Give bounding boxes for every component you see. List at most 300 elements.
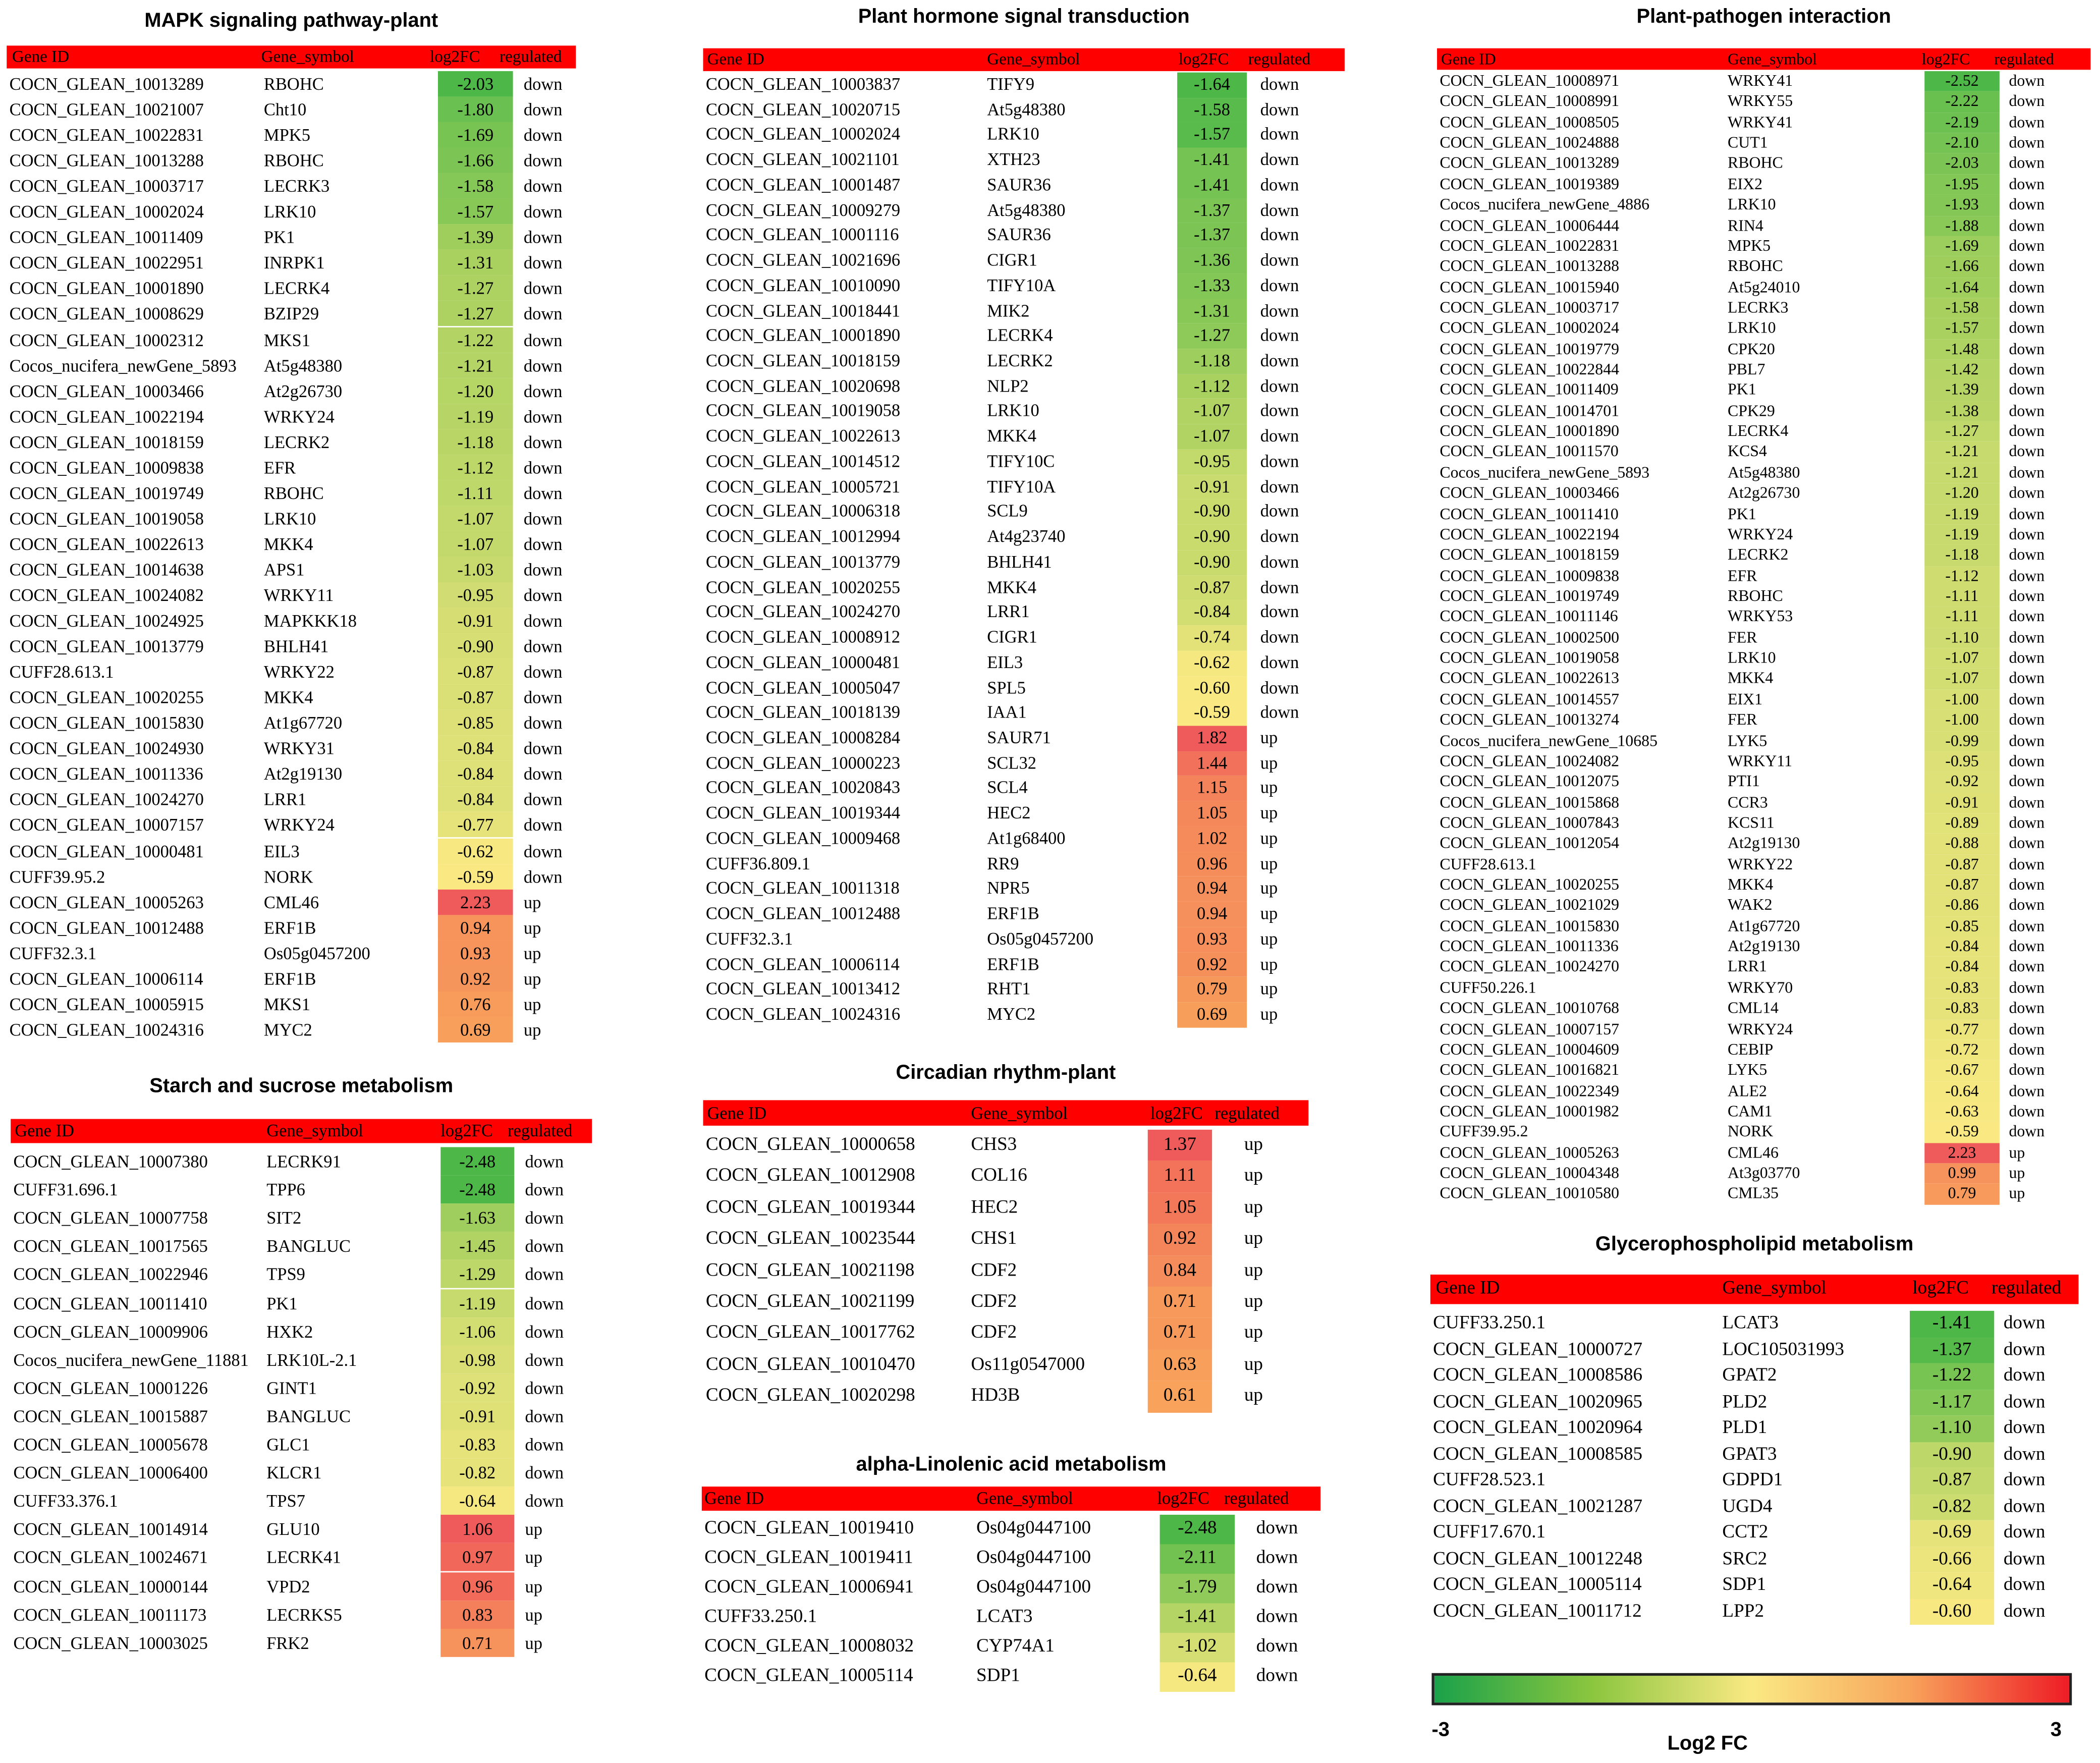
gene-id-cell: COCN_GLEAN_10002024 [1440,318,1620,338]
gene-symbol-cell: RBOHC [1728,586,1783,605]
log2fc-cell: -2.10 [1924,133,2000,153]
gene-id-cell: CUFF31.696.1 [13,1179,118,1200]
gene-id-cell: COCN_GLEAN_10000223 [705,752,901,773]
regulated-cell: down [2009,957,2045,976]
gene-id-cell: COCN_GLEAN_10009838 [9,457,204,477]
gene-symbol-cell: LECRK2 [263,431,330,452]
gene-id-cell: COCN_GLEAN_10007157 [1440,1019,1620,1038]
regulated-cell: down [2009,977,2045,997]
regulated-cell: down [2009,936,2045,956]
regulated-cell: down [2003,1392,2046,1412]
gene-symbol-cell: SCL9 [987,501,1028,521]
log2fc-cell: -1.41 [1160,1604,1235,1633]
log2fc-cell: 0.96 [1177,851,1247,876]
gene-id-cell: COCN_GLEAN_10018159 [9,431,204,452]
gene-symbol-cell: HD3B [971,1386,1020,1407]
gene-id-cell: COCN_GLEAN_10012994 [705,526,901,546]
gene-symbol-cell: ERF1B [263,917,316,938]
regulated-cell: down [1260,99,1299,119]
regulated-cell: down [525,1378,564,1398]
regulated-cell: down [2003,1365,2046,1386]
log2fc-cell: -1.58 [1177,97,1247,123]
log2fc-cell: -0.82 [440,1459,514,1487]
gene-id-cell: COCN_GLEAN_10021101 [705,149,900,170]
log2fc-cell: -0.91 [1924,792,2000,813]
gene-symbol-cell: LECRK3 [263,176,330,196]
column-header-gene-id: Gene ID [15,1120,75,1141]
regulated-cell: up [1244,1355,1263,1375]
regulated-cell: up [1244,1166,1263,1187]
gene-symbol-cell: WRKY31 [263,738,335,759]
gene-symbol-cell: ERF1B [987,903,1039,923]
column-header-gene-id: Gene ID [707,49,764,69]
log2fc-cell: -1.80 [438,97,513,123]
regulated-cell: down [1260,325,1299,346]
log2fc-cell: -0.63 [1924,1101,2000,1122]
log2fc-cell: 2.23 [1924,1143,2000,1164]
log2fc-cell: -0.95 [1924,751,2000,772]
gene-symbol-cell: MYC2 [263,1019,312,1040]
log2fc-cell: -1.45 [440,1232,514,1260]
gene-id-cell: COCN_GLEAN_10015887 [13,1406,208,1426]
gene-symbol-cell: RBOHC [263,482,324,503]
log2fc-cell: -1.20 [438,378,513,404]
gene-symbol-cell: RBOHC [1728,256,1783,276]
log2fc-cell: -1.17 [1910,1389,1994,1415]
regulated-cell: down [2003,1444,2046,1465]
regulated-cell: up [525,1575,542,1596]
regulated-cell: down [1260,551,1299,572]
gene-id-cell: COCN_GLEAN_10022194 [1440,524,1620,543]
gene-id-cell: COCN_GLEAN_10013289 [9,74,204,94]
regulated-cell: up [523,943,541,963]
gene-id-cell: COCN_GLEAN_10011712 [1433,1601,1642,1622]
gene-id-cell: COCN_GLEAN_10011570 [1440,442,1619,461]
log2fc-cell: -0.59 [1924,1122,2000,1143]
gene-symbol-cell: SCL32 [987,752,1037,773]
regulated-cell: down [2009,71,2045,90]
log2fc-cell: -1.12 [438,455,513,480]
gene-id-cell: COCN_GLEAN_10003837 [705,74,901,94]
gene-id-cell: COCN_GLEAN_10002312 [9,329,204,350]
gene-symbol-cell: RHT1 [987,978,1031,999]
column-header-regulated: regulated [1214,1103,1280,1123]
regulated-cell: down [523,252,563,273]
gene-symbol-cell: LECRK3 [1728,298,1789,317]
regulated-cell: down [1260,199,1299,220]
gene-id-cell: COCN_GLEAN_10000727 [1433,1340,1643,1360]
gene-symbol-cell: MKS1 [263,994,310,1014]
gene-symbol-cell: GINT1 [266,1378,317,1398]
gene-symbol-cell: LECRK4 [263,278,330,299]
regulated-cell: up [1260,903,1278,923]
gene-symbol-cell: PLD1 [1722,1418,1767,1439]
gene-symbol-cell: RBOHC [263,74,324,94]
regulated-cell: down [1256,1636,1298,1657]
gene-symbol-cell: PK1 [263,227,295,248]
gene-symbol-cell: GDPD1 [1722,1470,1783,1491]
gene-id-cell: COCN_GLEAN_10007157 [9,815,204,836]
log2fc-cell: -1.22 [1910,1363,1994,1390]
gene-symbol-cell: TPP6 [266,1179,305,1200]
regulated-cell: up [1260,828,1278,848]
gene-id-cell: CUFF39.95.2 [9,866,105,887]
log2fc-cell: 0.71 [1148,1318,1212,1349]
regulated-cell: down [2009,834,2045,853]
gene-symbol-cell: PK1 [1728,380,1756,399]
log2fc-cell: -1.06 [440,1317,514,1345]
gene-id-cell: COCN_GLEAN_10001116 [705,225,899,245]
regulated-cell: down [2003,1340,2046,1360]
gene-symbol-cell: KCS11 [1728,813,1775,832]
gene-symbol-cell: CML46 [263,892,319,912]
regulated-cell: down [525,1462,564,1483]
gene-symbol-cell: WRKY24 [1728,524,1793,543]
regulated-cell: down [2009,1039,2045,1059]
regulated-cell: down [1260,601,1299,622]
regulated-cell: down [523,380,563,401]
regulated-cell: down [1260,74,1299,94]
gene-symbol-cell: LRK10 [987,400,1039,421]
regulated-cell: down [525,1434,564,1455]
gene-symbol-cell: KLCR1 [266,1462,322,1483]
regulated-cell: down [523,431,563,452]
log2fc-cell: -1.27 [438,301,513,327]
gene-id-cell: CUFF50.226.1 [1440,977,1536,997]
panel-title: Glycerophospholipid metabolism [1595,1233,1914,1256]
gene-id-cell: COCN_GLEAN_10021199 [705,1292,915,1312]
gene-symbol-cell: UGD4 [1722,1497,1773,1517]
gene-symbol-cell: MKK4 [263,687,313,707]
log2fc-cell: -0.87 [438,659,513,685]
log2fc-cell: -0.98 [440,1345,514,1373]
gene-id-cell: CUFF39.95.2 [1440,1122,1528,1141]
log2fc-cell: -0.89 [1924,813,2000,834]
log2fc-cell: 0.94 [438,914,513,940]
log2fc-cell: 0.61 [1148,1381,1212,1412]
gene-symbol-cell: SAUR71 [987,727,1051,747]
gene-id-cell: COCN_GLEAN_10017565 [13,1236,208,1256]
log2fc-cell: 2.23 [438,889,513,915]
gene-id-cell: COCN_GLEAN_10010090 [705,274,901,295]
color-scale-max-label: 3 [2050,1719,2062,1742]
log2fc-cell: -1.21 [1924,463,2000,483]
regulated-cell: down [523,712,563,733]
regulated-cell: up [523,994,541,1014]
regulated-cell: down [1260,451,1299,471]
gene-symbol-cell: SDP1 [976,1666,1020,1687]
gene-symbol-cell: LYK5 [1728,730,1767,750]
regulated-cell: down [1260,400,1299,421]
gene-symbol-cell: EIL3 [263,840,300,861]
gene-symbol-cell: Os05g0457200 [263,943,370,963]
gene-symbol-cell: EIX1 [1728,689,1763,708]
gene-id-cell: COCN_GLEAN_10009906 [13,1321,208,1341]
log2fc-cell: -1.37 [1177,223,1247,248]
regulated-cell: down [523,457,563,477]
regulated-cell: down [523,176,563,196]
regulated-cell: down [2009,153,2045,173]
log2fc-cell: -1.27 [438,276,513,301]
gene-id-cell: COCN_GLEAN_10005915 [9,994,204,1014]
log2fc-cell: -1.20 [1924,483,2000,504]
regulated-cell: down [525,1207,564,1228]
gene-symbol-cell: HEC2 [971,1197,1018,1218]
gene-id-cell: COCN_GLEAN_10024270 [9,789,204,810]
gene-symbol-cell: FER [1728,710,1757,729]
gene-id-cell: COCN_GLEAN_10013289 [1440,153,1620,173]
log2fc-cell: 1.05 [1148,1192,1212,1224]
regulated-cell: up [525,1547,542,1568]
table-header [703,48,1345,71]
gene-symbol-cell: TIFY10A [987,274,1056,295]
gene-id-cell: COCN_GLEAN_10019344 [705,1197,915,1218]
regulated-cell: down [1260,350,1299,370]
gene-symbol-cell: CCT2 [1722,1522,1769,1543]
gene-id-cell: COCN_GLEAN_10022194 [9,406,204,426]
gene-symbol-cell: KCS4 [1728,442,1767,461]
log2fc-cell: 0.96 [440,1572,514,1600]
column-header-gene-id: Gene ID [1441,49,1496,69]
gene-id-cell: COCN_GLEAN_10008032 [704,1636,914,1657]
gene-symbol-cell: MKK4 [1728,874,1774,894]
regulated-cell: down [2009,1101,2045,1121]
regulated-cell: up [2009,1163,2025,1182]
gene-symbol-cell: At5g24010 [1728,277,1800,296]
gene-symbol-cell: CUT1 [1728,133,1768,152]
table-header [703,1100,1309,1126]
regulated-cell: down [2009,586,2045,605]
regulated-cell: down [2009,710,2045,729]
gene-id-cell: COCN_GLEAN_10024316 [9,1019,204,1040]
gene-id-cell: COCN_GLEAN_10022613 [1440,669,1620,688]
regulated-cell: down [523,687,563,707]
gene-symbol-cell: CAM1 [1728,1101,1773,1121]
log2fc-cell: -0.90 [1177,525,1247,550]
log2fc-cell: -0.84 [438,787,513,812]
regulated-cell: up [1244,1386,1263,1407]
log2fc-cell: -0.59 [1177,701,1247,726]
gene-id-cell: COCN_GLEAN_10022613 [9,533,204,554]
regulated-cell: up [1244,1292,1263,1312]
gene-id-cell: COCN_GLEAN_10021198 [705,1260,915,1281]
log2fc-cell: -1.79 [1160,1574,1235,1603]
gene-id-cell: COCN_GLEAN_10008991 [1440,91,1620,111]
log2fc-cell: -0.87 [1910,1468,1994,1494]
log2fc-cell: 0.93 [1177,927,1247,952]
regulated-cell: down [2009,133,2045,152]
gene-symbol-cell: SAUR36 [987,174,1051,195]
gene-symbol-cell: COL16 [971,1166,1027,1187]
regulated-cell: down [2003,1601,2046,1622]
gene-symbol-cell: PK1 [266,1292,298,1313]
log2fc-cell: -1.64 [1177,73,1247,98]
regulated-cell: down [2003,1470,2046,1491]
gene-id-cell: COCN_GLEAN_10012054 [1440,834,1620,853]
log2fc-cell: -0.92 [440,1373,514,1402]
gene-symbol-cell: LRK10L-2.1 [266,1349,357,1370]
regulated-cell: down [523,150,563,171]
gene-symbol-cell: VPD2 [266,1575,310,1596]
gene-id-cell: COCN_GLEAN_10006444 [1440,215,1620,235]
gene-symbol-cell: WRKY24 [1728,1019,1793,1038]
panel-title: alpha-Linolenic acid metabolism [856,1453,1167,1476]
regulated-cell: up [1260,802,1278,823]
regulated-cell: down [523,763,563,784]
log2fc-cell: -1.18 [1177,349,1247,374]
table-header [1430,1275,2079,1304]
gene-symbol-cell: MKS1 [263,329,310,350]
gene-id-cell: COCN_GLEAN_10020255 [1440,874,1620,894]
log2fc-cell: -0.69 [1910,1520,1994,1547]
gene-id-cell: COCN_GLEAN_10020965 [1433,1392,1643,1412]
gene-id-cell: COCN_GLEAN_10015830 [1440,916,1620,935]
gene-symbol-cell: TPS9 [266,1264,305,1285]
log2fc-cell: -1.37 [1177,198,1247,224]
gene-id-cell: COCN_GLEAN_10022349 [1440,1081,1620,1100]
gene-id-cell: COCN_GLEAN_10020255 [705,576,901,597]
log2fc-cell: -1.88 [1924,215,2000,236]
column-header-gene-id: Gene ID [707,1103,767,1123]
log2fc-cell: -2.48 [440,1147,514,1175]
regulated-cell: down [1260,425,1299,446]
log2fc-cell: -1.95 [1924,174,2000,195]
log2fc-cell: -0.90 [1177,550,1247,575]
gene-symbol-cell: TPS7 [266,1491,305,1511]
regulated-cell: up [1260,777,1278,798]
regulated-cell: down [1260,576,1299,597]
gene-symbol-cell: NORK [263,866,313,887]
gene-id-cell: COCN_GLEAN_10012488 [9,917,204,938]
gene-symbol-cell: GLU10 [266,1519,320,1539]
panel-title: MAPK signaling pathway-plant [144,9,438,32]
log2fc-cell: -0.87 [1177,575,1247,600]
column-header-log2fc: log2FC [1921,49,1970,69]
log2fc-cell: -1.07 [1924,669,2000,689]
gene-symbol-cell: LRK10 [987,124,1039,144]
gene-id-cell: COCN_GLEAN_10019410 [704,1518,914,1539]
regulated-cell: down [523,840,563,861]
regulated-cell: down [2009,462,2045,482]
regulated-cell: up [523,1019,541,1040]
regulated-cell: up [1244,1229,1263,1250]
gene-symbol-cell: Os04g0447100 [976,1548,1091,1569]
regulated-cell: down [1260,174,1299,195]
log2fc-cell: -1.37 [1910,1337,1994,1363]
regulated-cell: down [1260,375,1299,396]
log2fc-cell: -1.57 [1177,123,1247,148]
column-header-gene-symbol: Gene_symbol [266,1120,363,1141]
gene-id-cell: CUFF28.613.1 [9,662,114,682]
gene-id-cell: COCN_GLEAN_10003025 [13,1632,208,1653]
gene-symbol-cell: BANGLUC [266,1406,351,1426]
gene-id-cell: COCN_GLEAN_10008971 [1440,71,1620,90]
log2fc-cell: -0.83 [440,1430,514,1458]
log2fc-cell: -1.58 [438,174,513,199]
gene-symbol-cell: LRK10 [263,508,316,529]
log2fc-cell: -1.11 [438,480,513,506]
gene-symbol-cell: LRK10 [1728,648,1776,667]
regulated-cell: down [2009,194,2045,214]
gene-symbol-cell: LECRK91 [266,1151,341,1172]
regulated-cell: down [2009,916,2045,935]
log2fc-cell: -1.19 [1924,504,2000,525]
gene-id-cell: COCN_GLEAN_10019749 [1440,586,1620,605]
regulated-cell: down [523,227,563,248]
gene-symbol-cell: LECRK41 [266,1547,341,1568]
regulated-cell: up [1260,727,1278,747]
gene-symbol-cell: CCR3 [1728,792,1768,811]
regulated-cell: up [1244,1260,1263,1281]
gene-id-cell: COCN_GLEAN_10021287 [1433,1497,1643,1517]
gene-id-cell: COCN_GLEAN_10009838 [1440,566,1620,585]
regulated-cell: down [1260,526,1299,546]
log2fc-cell: -0.90 [1177,500,1247,525]
column-header-gene-symbol: Gene_symbol [987,49,1080,69]
regulated-cell: down [1256,1577,1298,1598]
log2fc-cell: -0.62 [1177,650,1247,676]
gene-symbol-cell: At5g48380 [987,199,1066,220]
gene-symbol-cell: HXK2 [266,1321,313,1341]
gene-id-cell: COCN_GLEAN_10014701 [1440,401,1620,420]
gene-id-cell: COCN_GLEAN_10023544 [705,1229,915,1250]
regulated-cell: down [525,1491,564,1511]
regulated-cell: down [523,738,563,759]
gene-id-cell: COCN_GLEAN_10000481 [9,840,204,861]
column-header-log2fc: log2FC [1150,1103,1203,1123]
column-header-regulated: regulated [1224,1487,1289,1508]
gene-id-cell: COCN_GLEAN_10012075 [1440,772,1620,791]
gene-symbol-cell: XTH23 [987,149,1040,170]
gene-id-cell: COCN_GLEAN_10024316 [705,1003,901,1024]
column-header-gene-symbol: Gene_symbol [1722,1279,1827,1299]
log2fc-cell: -0.88 [1924,834,2000,854]
color-scale-legend [1431,1673,2072,1763]
gene-symbol-cell: At5g48380 [263,355,343,375]
gene-id-cell: COCN_GLEAN_10002024 [9,201,204,222]
gene-id-cell: COCN_GLEAN_10011410 [13,1292,207,1313]
log2fc-cell: 0.94 [1177,876,1247,902]
regulated-cell: up [2009,1142,2025,1162]
log2fc-cell: 1.44 [1177,751,1247,776]
gene-symbol-cell: At2g26730 [1728,483,1800,502]
gene-id-cell: COCN_GLEAN_10007843 [1440,813,1620,832]
log2fc-cell: -0.91 [440,1402,514,1430]
gene-id-cell: COCN_GLEAN_10014512 [705,451,901,471]
gene-id-cell: COCN_GLEAN_10012908 [705,1166,915,1187]
log2fc-cell: 1.15 [1177,776,1247,801]
gene-symbol-cell: FRK2 [266,1632,309,1653]
regulated-cell: up [1260,853,1278,873]
column-header-log2fc: log2FC [430,47,480,66]
gene-symbol-cell: LRR1 [987,601,1030,622]
regulated-cell: down [1260,501,1299,521]
column-header-gene-id: Gene ID [12,47,70,66]
regulated-cell: down [1260,626,1299,647]
gene-symbol-cell: MKK4 [987,576,1037,597]
regulated-cell: down [1260,702,1299,723]
gene-id-cell: COCN_GLEAN_10010768 [1440,998,1620,1018]
gene-id-cell: COCN_GLEAN_10008585 [1433,1444,1643,1465]
gene-id-cell: COCN_GLEAN_10001890 [1440,421,1620,440]
gene-symbol-cell: WRKY70 [1728,977,1793,997]
regulated-cell: down [525,1292,564,1313]
gene-id-cell: COCN_GLEAN_10004348 [1440,1163,1620,1182]
regulated-cell: down [2009,1122,2045,1141]
regulated-cell: down [2009,545,2045,564]
regulated-cell: up [1244,1135,1263,1155]
column-header-log2fc: log2FC [1912,1279,1969,1299]
